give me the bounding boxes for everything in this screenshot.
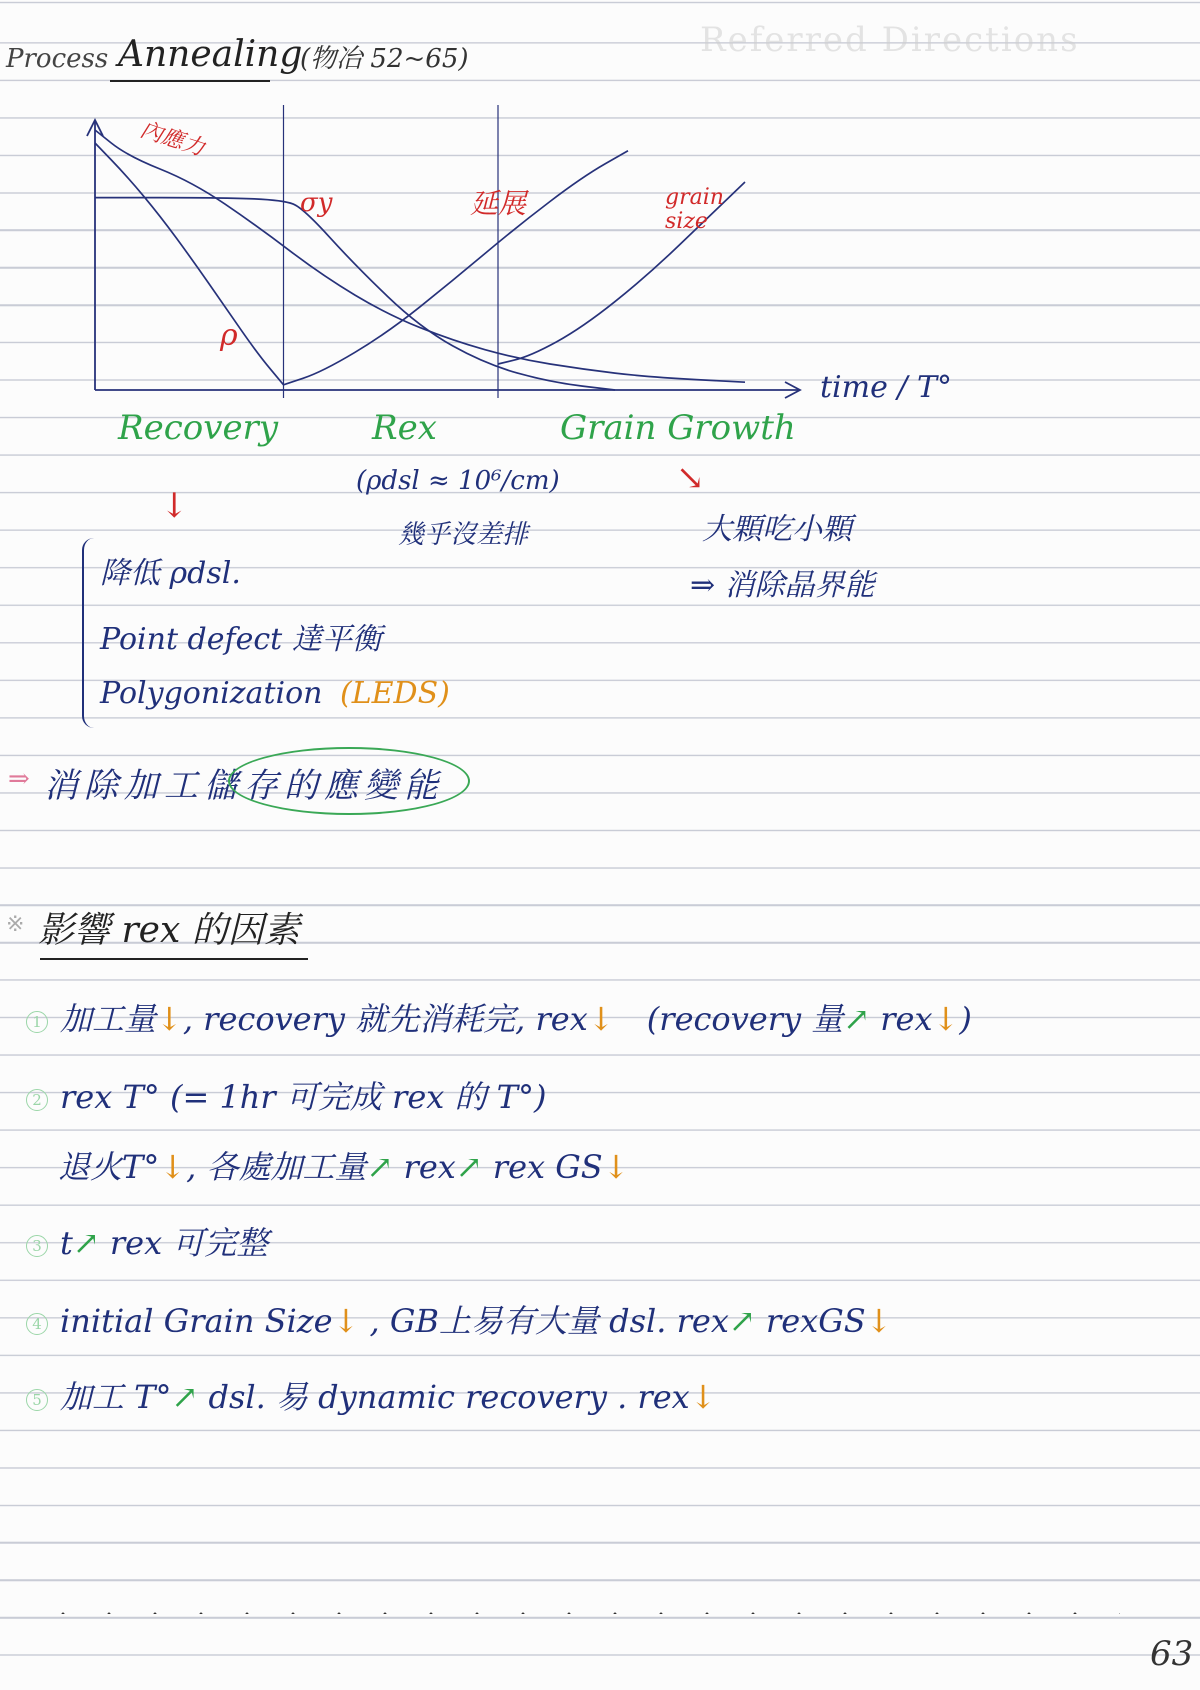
recovery-brace [82, 538, 98, 728]
factor-5 [26, 1372, 717, 1418]
factor-4-a: initial Grain Size [60, 1302, 333, 1340]
page-number: 63 [1150, 1634, 1194, 1674]
factor-2-arrow-up-2: ↗ [455, 1148, 483, 1186]
factor-1-arrow-down-3: ↓ [932, 1000, 960, 1038]
region-grain-growth-label: Grain Growth [560, 408, 796, 448]
factor-3-b: rex 可完整 [109, 1224, 269, 1262]
grain-growth-note-1: 大顆吃小顆 [702, 512, 852, 547]
highlight-ellipse [228, 747, 470, 815]
factor-5-b: dsl. 易 dynamic recovery . rex [208, 1378, 690, 1416]
recovery-item-3-text: Polygonization [100, 676, 323, 711]
series-line-4 [284, 151, 629, 385]
recovery-item-1: 降低 ρdsl. [100, 556, 241, 591]
factor-3-a: t [60, 1224, 73, 1262]
conclusion-text: 消除加工儲存的應變能 [44, 766, 444, 806]
factor-4-arrow-down-2: ↓ [865, 1302, 893, 1340]
factor-2-number: 2 [26, 1089, 48, 1111]
factor-3-number: 3 [26, 1235, 48, 1257]
recovery-item-3 [100, 676, 450, 711]
factor-2-arrow-down-2: ↓ [602, 1148, 630, 1186]
page-title: Annealing [118, 34, 303, 75]
factor-4-number: 4 [26, 1313, 48, 1335]
factor-2-detail-c: rex [403, 1148, 456, 1186]
factor-1-a: 加工量 [60, 1000, 157, 1038]
rex-note: (ρdsl ≈ 10⁶/cm) [356, 466, 560, 496]
conclusion-arrow: ⇒ [8, 764, 30, 794]
recovery-item-2: Point defect 達平衡 [100, 622, 382, 657]
factor-5-number: 5 [26, 1389, 48, 1411]
factor-2 [26, 1072, 547, 1118]
factor-1-c: (recovery 量 [646, 1000, 844, 1038]
factor-3-arrow-up: ↗ [72, 1224, 100, 1262]
title-note: (物冶 52~65) [300, 44, 469, 74]
factor-1-arrow-up: ↗ [843, 1000, 871, 1038]
factor-4-arrow-up: ↗ [728, 1302, 756, 1340]
factor-1-arrow-down-2: ↓ [587, 1000, 615, 1038]
factor-5-arrow-up: ↗ [171, 1378, 199, 1416]
title-left: Process [6, 44, 109, 74]
factor-4 [26, 1296, 892, 1342]
factor-1-e: ) [959, 1000, 972, 1038]
factor-1-arrow-down: ↓ [156, 1000, 183, 1038]
factors-heading-underline [40, 958, 308, 960]
factor-2-a: rex T° (= 1hr 可完成 rex 的 T°) [60, 1078, 547, 1116]
factor-4-arrow-down: ↓ [332, 1302, 360, 1340]
factor-4-b: , GB上易有大量 dsl. rex [369, 1302, 729, 1340]
bottom-dotted-line [40, 1612, 1120, 1614]
factor-2-detail [58, 1142, 630, 1188]
grain-growth-note-2: ⇒ 消除晶界能 [690, 568, 875, 603]
factor-2-arrow-up: ↗ [366, 1148, 394, 1186]
chart-curves [95, 130, 745, 390]
recovery-arrow: ↓ [160, 486, 189, 526]
bleed-through-text: Referred Directions [700, 20, 1080, 60]
region-recovery-label: Recovery [118, 408, 279, 448]
grain-growth-arrow: ↘ [676, 458, 705, 498]
series-line-2 [95, 143, 284, 385]
factor-2-detail-d: rex GS [492, 1148, 603, 1186]
factor-2-detail-b: , 各處加工量 [186, 1148, 367, 1186]
factors-heading: 影響 rex 的因素 [38, 910, 300, 951]
factor-3 [26, 1218, 268, 1264]
yield-curve-label: σy [300, 188, 333, 218]
factor-1-number: 1 [26, 1011, 48, 1033]
factor-2-detail-a: 退火T° [58, 1148, 160, 1186]
recovery-item-3-tag: (LEDS) [340, 676, 450, 711]
rex-note-2: 幾乎沒差排 [398, 520, 529, 550]
title-underline [110, 80, 270, 82]
region-rex-label: Rex [372, 408, 437, 448]
stress-curve-label: 內應力 [137, 117, 208, 162]
factor-1-b: , recovery 就先消耗完, rex [182, 1000, 588, 1038]
series-line-1 [95, 130, 745, 382]
elongation-curve-label: 延展 [470, 187, 527, 220]
factor-4-c: rexGS [765, 1302, 866, 1340]
x-axis-label: time / T° [820, 370, 953, 405]
factor-1 [26, 994, 972, 1040]
factor-2-arrow-down: ↓ [159, 1148, 187, 1186]
factors-heading-mark: ※ [6, 912, 25, 937]
grain-size-curve-label: grain size [665, 185, 724, 234]
factor-5-arrow-down: ↓ [689, 1378, 717, 1416]
dislocation-curve-label: ρ [220, 318, 238, 353]
factor-1-d: rex [880, 1000, 933, 1038]
factor-5-a: 加工 T° [60, 1378, 172, 1416]
